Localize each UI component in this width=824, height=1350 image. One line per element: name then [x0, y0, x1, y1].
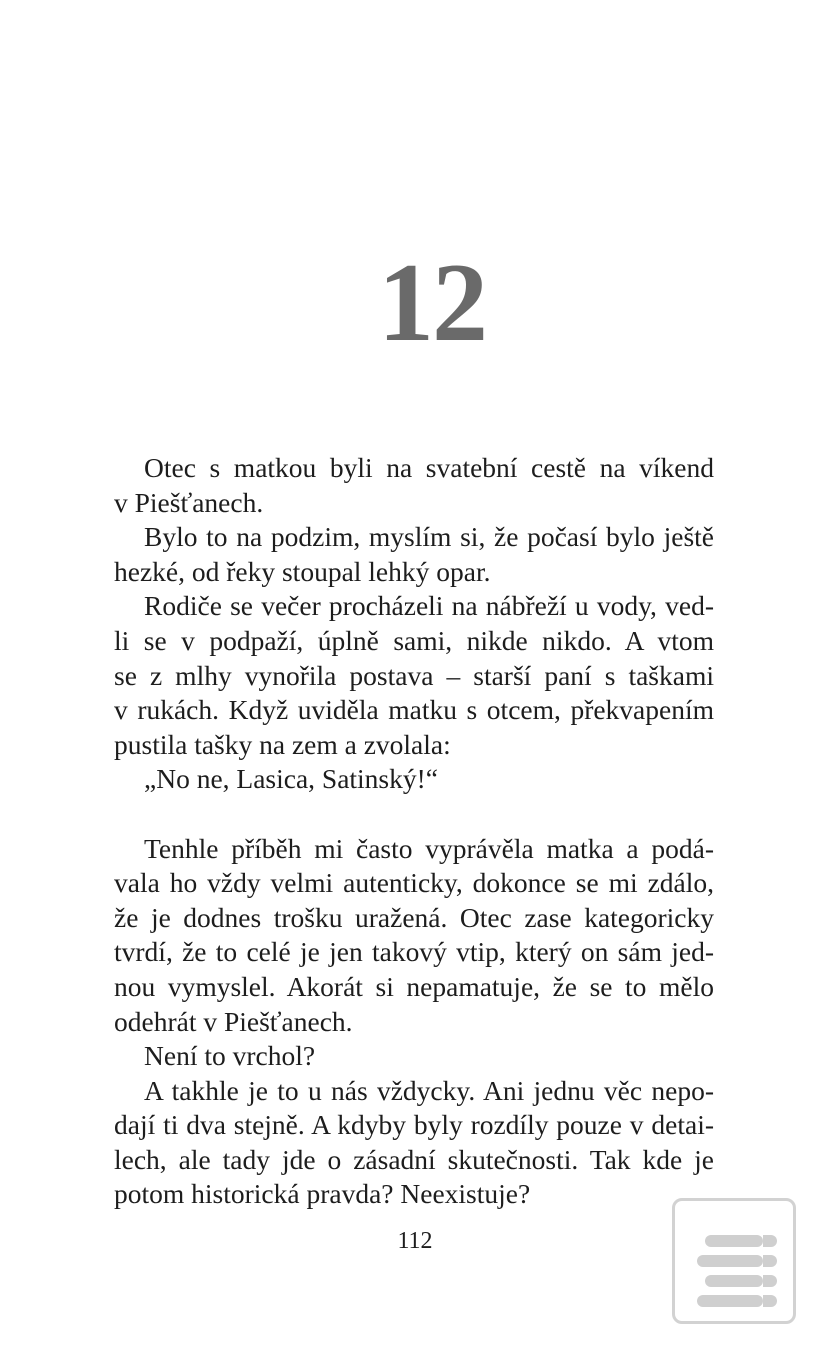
- text-line: v Piešťanech.: [114, 486, 264, 518]
- book-edge: [763, 1235, 777, 1247]
- book-edge: [763, 1275, 777, 1287]
- text-line: li se v podpaží, úplně sami, nikde nikdo. A vtom: [114, 624, 714, 656]
- text-line: „No ne, Lasica, Satinský!“: [144, 763, 439, 795]
- text-line: nou vymyslel. Akorát si nepamatuje, že se to mělo: [114, 970, 714, 1002]
- text-line: vala ho vždy velmi autenticky, dokonce se mi zdálo,: [114, 867, 714, 899]
- book-spine: [697, 1295, 763, 1307]
- text-line: hezké, od řeky stoupal lehký opar.: [114, 555, 491, 587]
- text-line: tvrdí, že to celé je jen takový vtip, který on sám jed-: [114, 936, 714, 968]
- paragraph: [114, 1074, 714, 1212]
- section-gap: [114, 797, 714, 832]
- text-line: se z mlhy vynořila postava – starší paní s taškami: [114, 659, 714, 691]
- text-line: odehrát v Piešťanech.: [114, 1005, 353, 1037]
- text-line: A takhle je to u nás vždycky. Ani jednu věc nepo-: [144, 1074, 714, 1106]
- chapter-number: 12: [378, 241, 486, 365]
- text-line: Tenhle příběh mi často vyprávěla matka a podá-: [144, 832, 714, 864]
- text-line: Otec s matkou byli na svatební cestě na víkend: [144, 452, 714, 483]
- text-line: lech, ale tady jde o zásadní skutečnosti. Tak kde je: [114, 1143, 714, 1175]
- paragraph: [114, 762, 714, 797]
- body-text: [114, 451, 714, 1212]
- text-line: Rodiče se večer procházeli na nábřeží u vody, ved-: [144, 590, 714, 622]
- books-stack-icon: [672, 1198, 796, 1324]
- text-line: potom historická pravda? Neexistuje?: [114, 1178, 531, 1210]
- paragraph: [114, 589, 714, 762]
- text-line: že je dodnes trošku uražená. Otec zase kategoricky: [114, 901, 714, 933]
- text-line: v rukách. Když uviděla matku s otcem, překvapením: [114, 694, 714, 726]
- paragraph: [114, 520, 714, 589]
- book-edge: [763, 1255, 777, 1267]
- book-edge: [763, 1295, 777, 1307]
- page-number: 112: [397, 1228, 433, 1254]
- text-line: dají ti dva stejně. A kdyby byly rozdíly pouze v detai-: [114, 1109, 714, 1141]
- text-line: pustila tašky na zem a zvolala:: [114, 728, 451, 760]
- paragraph: [114, 451, 714, 520]
- text-line: Není to vrchol?: [144, 1040, 316, 1072]
- text-line: Bylo to na podzim, myslím si, že počasí bylo ještě: [144, 521, 714, 553]
- book-spine: [705, 1275, 763, 1287]
- book-spine: [697, 1255, 763, 1267]
- paragraph: [114, 1039, 714, 1074]
- paragraph: [114, 832, 714, 1040]
- book-spine: [705, 1235, 763, 1247]
